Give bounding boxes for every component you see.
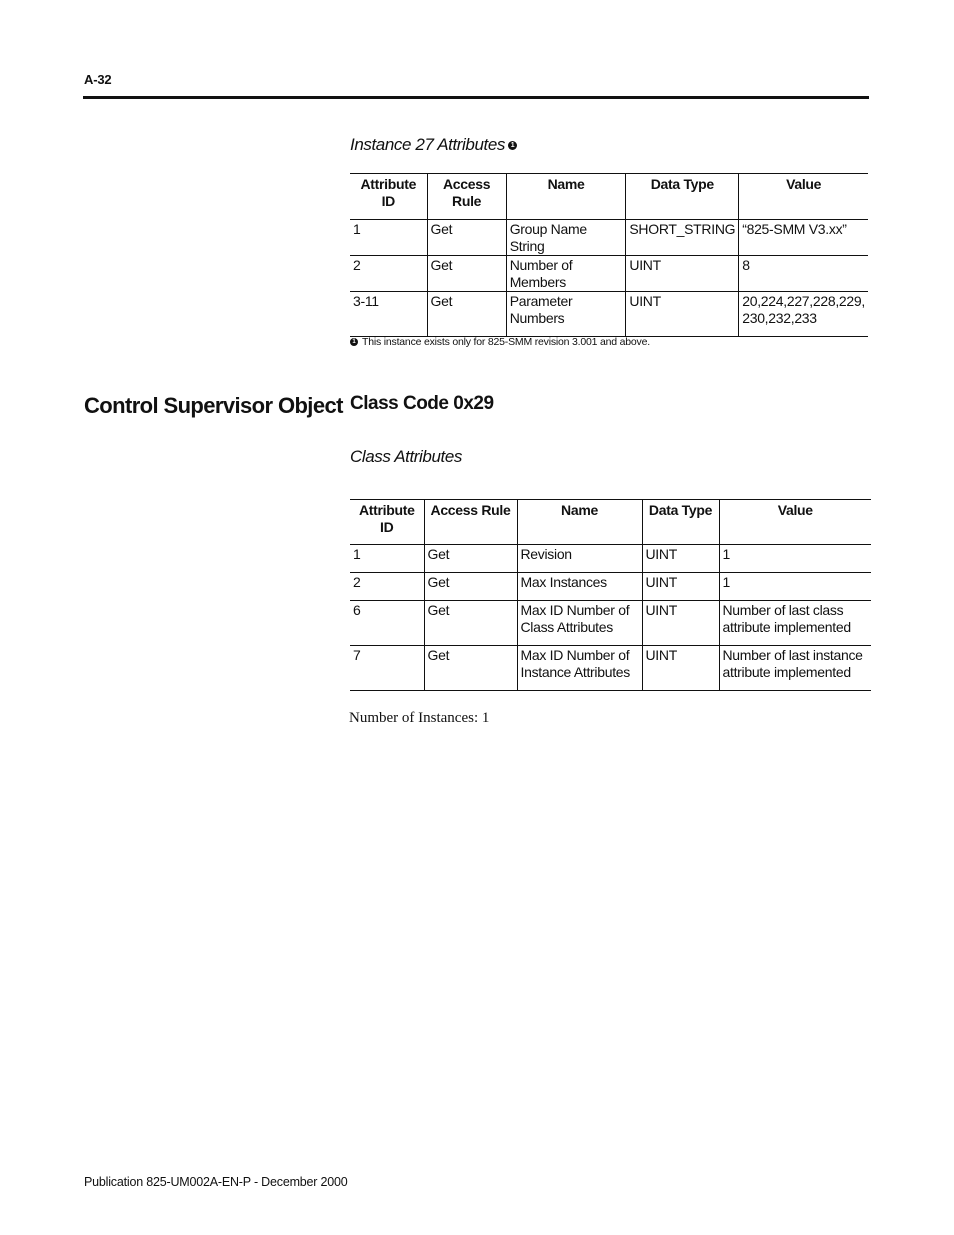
table-cell: UINT <box>626 292 739 337</box>
instance-27-caption-text: Instance 27 Attributes <box>350 135 505 154</box>
column-header: Attribute ID <box>350 500 424 545</box>
table-cell: 7 <box>350 646 424 691</box>
table-cell: “825-SMM V3.xx” <box>739 220 868 256</box>
footnote-marker: 1 <box>350 338 358 346</box>
table-row <box>350 601 871 646</box>
table-cell: Max Instances <box>517 573 642 601</box>
table-cell: Get <box>424 646 517 691</box>
table-cell: UINT <box>642 601 719 646</box>
page-number: A-32 <box>84 72 112 87</box>
table-cell: Number of last instance attribute implemented <box>719 646 871 691</box>
column-header: Name <box>517 500 642 545</box>
table-cell: Get <box>427 220 506 256</box>
table-cell: Number of Members <box>506 256 626 292</box>
table-cell: Get <box>424 573 517 601</box>
table-cell: Get <box>424 545 517 573</box>
table-cell: 1 <box>350 220 427 256</box>
table-row <box>350 545 871 573</box>
table-cell: 20,224,227,228,229, 230,232,233 <box>739 292 868 337</box>
column-header: Data Type <box>642 500 719 545</box>
column-header: Attribute ID <box>350 174 427 220</box>
table-row <box>350 573 871 601</box>
table-footnote <box>350 336 650 348</box>
table-cell: Group Name String <box>506 220 626 256</box>
publication-footer: Publication 825-UM002A-EN-P - December 2000 <box>84 1175 348 1189</box>
table-row <box>350 220 868 256</box>
column-header: Name <box>506 174 626 220</box>
class-attributes-caption: Class Attributes <box>350 447 463 466</box>
table-cell: Get <box>427 256 506 292</box>
column-header: Value <box>719 500 871 545</box>
section-title: Control Supervisor Object <box>84 393 343 418</box>
number-of-instances: Number of Instances: 1 <box>349 710 490 726</box>
table-row <box>350 292 868 337</box>
column-header: Access Rule <box>424 500 517 545</box>
table-cell: Revision <box>517 545 642 573</box>
footnote-marker: 1 <box>508 141 517 150</box>
table-cell: UINT <box>642 646 719 691</box>
table-cell: Number of last class attribute implemented <box>719 601 871 646</box>
table-cell: 2 <box>350 256 427 292</box>
table-cell: 1 <box>719 545 871 573</box>
column-header: Value <box>739 174 868 220</box>
table-cell: Max ID Number of Class Attributes <box>517 601 642 646</box>
table-cell: UINT <box>642 545 719 573</box>
table-cell: 6 <box>350 601 424 646</box>
column-header: Data Type <box>626 174 739 220</box>
table-cell: 1 <box>350 545 424 573</box>
table-cell: Parameter Numbers <box>506 292 626 337</box>
table-cell: 1 <box>719 573 871 601</box>
table-cell: 3-11 <box>350 292 427 337</box>
table-cell: Max ID Number of Instance Attributes <box>517 646 642 691</box>
instance-27-table <box>350 173 868 337</box>
table-cell: UINT <box>626 256 739 292</box>
header-rule <box>83 96 869 99</box>
class-code-heading: Class Code 0x29 <box>350 393 494 414</box>
table-cell: 2 <box>350 573 424 601</box>
table-cell: UINT <box>642 573 719 601</box>
table-header-row <box>350 500 871 545</box>
table-row <box>350 646 871 691</box>
table-cell: Get <box>424 601 517 646</box>
table-row <box>350 256 868 292</box>
table-cell: 8 <box>739 256 868 292</box>
table-header-row <box>350 174 868 220</box>
table-cell: SHORT_STRING <box>626 220 739 256</box>
table-cell: Get <box>427 292 506 337</box>
column-header: Access Rule <box>427 174 506 220</box>
instance-27-caption <box>350 135 517 155</box>
footnote-text: This instance exists only for 825-SMM revision 3.001 and above. <box>362 336 650 348</box>
class-attributes-table <box>350 499 871 691</box>
